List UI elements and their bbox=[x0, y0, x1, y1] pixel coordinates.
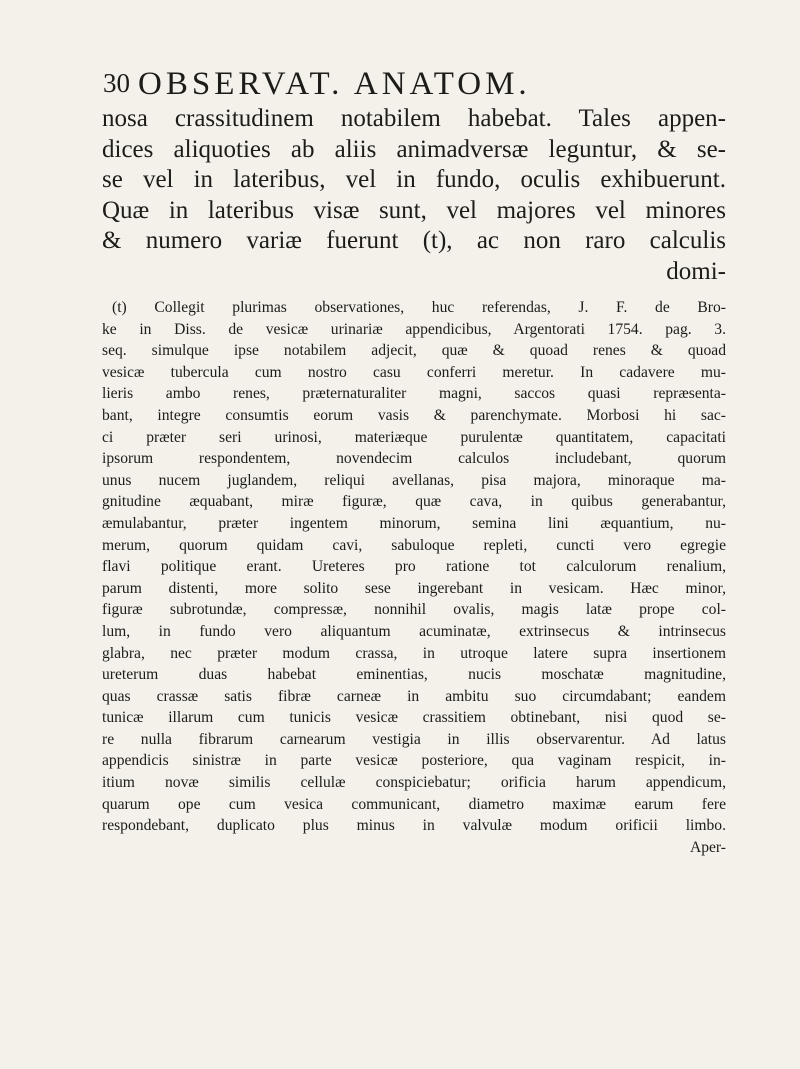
main-text-line: nosa crassitudinem notabilem habebat. Tales appen- bbox=[102, 105, 726, 132]
footnote-line: figuræ subrotundæ, compressæ, nonnihil ovalis, magis latæ prope col- bbox=[102, 601, 726, 619]
footnote-line: lum, in fundo vero aliquantum acuminatæ, extrinsecus & intrinsecus bbox=[102, 622, 726, 640]
main-text-line: se vel in lateribus, vel in fundo, oculis exhibuerunt. bbox=[102, 166, 726, 194]
footnote-line: re nulla fibrarum carnearum vestigia in illis observarentur. Ad latus bbox=[102, 730, 726, 748]
footnote-line: unus nucem juglandem, reliqui avellanas, pisa majora, minoraque ma- bbox=[102, 471, 726, 489]
footnote-line: itium novæ similis cellulæ conspiciebatur; orificia harum appendicum, bbox=[102, 774, 726, 792]
footnote-line: appendicis sinistræ in parte vesicæ posteriore, qua vaginam respicit, in- bbox=[102, 752, 726, 770]
footnote-line: ci præter seri urinosi, materiæque purulentæ quantitatem, capacitati bbox=[102, 428, 726, 446]
catchword: domi- bbox=[666, 257, 726, 285]
page-header bbox=[0, 66, 800, 106]
main-text bbox=[102, 104, 726, 288]
footnote-line: vesicæ tubercula cum nostro casu conferri meretur. In cadavere mu- bbox=[102, 363, 726, 381]
footnote-line: ipsorum respondentem, novendecim calculos includebant, quorum bbox=[102, 450, 726, 468]
main-text-line: dices aliquoties ab aliis animadversæ leguntur, & se- bbox=[102, 135, 726, 163]
footnote-line: lieris ambo renes, præternaturaliter magni, saccos quasi repræsenta- bbox=[102, 385, 726, 403]
main-text-line: & numero variæ fuerunt (t), ac non raro calculis bbox=[102, 227, 726, 255]
footnote-line: ke in Diss. de vesicæ urinariæ appendicibus, Argentorati 1754. pag. 3. bbox=[102, 320, 726, 338]
footnote-line: gnitudine æquabant, miræ figuræ, quæ cava, in quibus generabantur, bbox=[102, 493, 726, 511]
footnote-line: ureterum duas habebat eminentias, nucis moschatæ magnitudine, bbox=[102, 666, 726, 684]
catchword: Aper- bbox=[689, 838, 726, 856]
page-number: 30 bbox=[103, 68, 130, 98]
footnote-line: (t) Collegit plurimas observationes, huc referendas, J. F. de Bro- bbox=[112, 299, 726, 316]
running-head: OBSERVAT. ANATOM. bbox=[138, 66, 531, 102]
footnote-line: parum distenti, more solito sese ingerebant in vesicam. Hæc minor, bbox=[102, 579, 726, 597]
main-text-line: Quæ in lateribus visæ sunt, vel majores vel minores bbox=[102, 196, 726, 224]
footnote-line: merum, quorum quidam cavi, sabuloque repleti, cuncti vero egregie bbox=[102, 536, 726, 554]
footnote-line: bant, integre consumtis eorum vasis & parenchymate. Morbosi hi sac- bbox=[102, 406, 726, 424]
footnote-line: tunicæ illarum cum tunicis vesicæ crassitiem obtinebant, nisi quod se- bbox=[102, 709, 726, 727]
footnote-line: glabra, nec præter modum crassa, in utroque latere supra insertionem bbox=[102, 644, 726, 662]
footnote-line: seq. simulque ipse notabilem adjecit, quæ & quoad renes & quoad bbox=[102, 342, 726, 360]
footnote-line: æmulabantur, præter ingentem minorum, semina lini æquantium, nu- bbox=[102, 514, 726, 532]
footnote-line: respondebant, duplicato plus minus in valvulæ modum orificii limbo. bbox=[102, 817, 726, 835]
footnote-line: quas crassæ satis fibræ carneæ in ambitu suo circumdabant; eandem bbox=[102, 687, 726, 705]
footnote-line: quarum ope cum vesica communicant, diametro maximæ earum fere bbox=[102, 795, 726, 813]
footnote-line: flavi politique erant. Ureteres pro ratione tot calculorum renalium, bbox=[102, 558, 726, 576]
footnote bbox=[102, 297, 726, 858]
